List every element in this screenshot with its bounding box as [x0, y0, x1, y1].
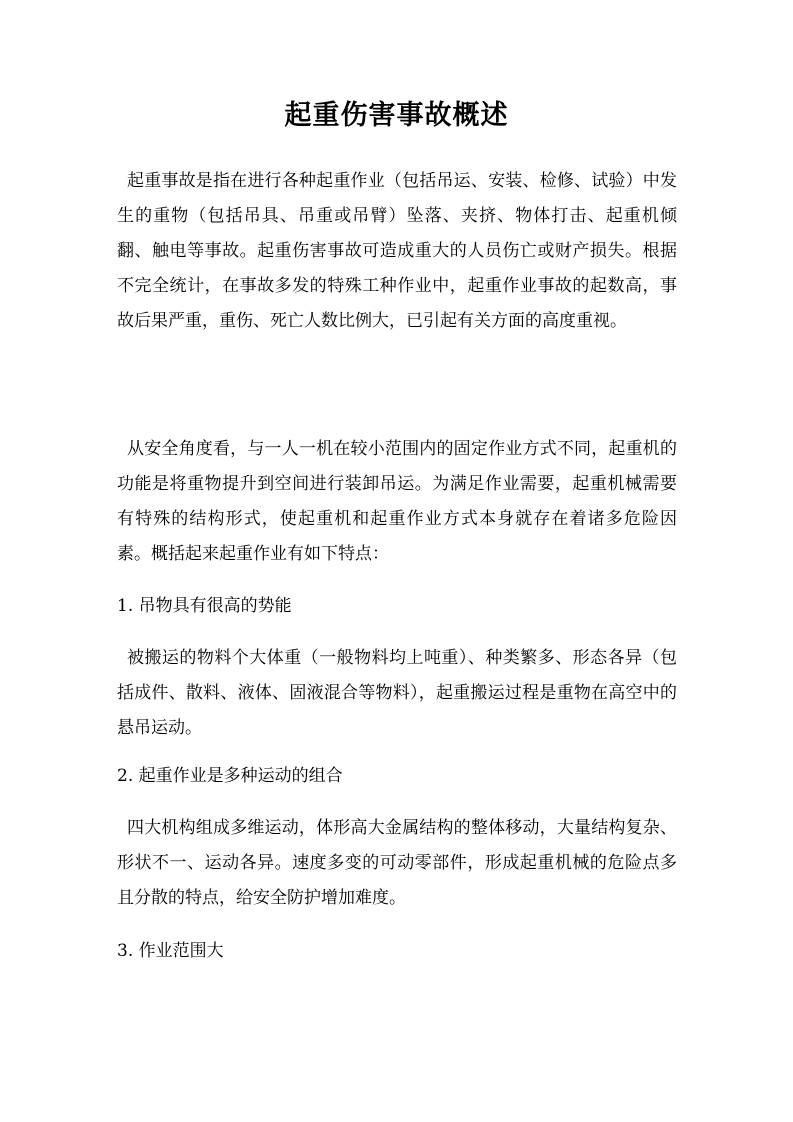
section-heading-2: 2. 起重作业是多种运动的组合: [117, 766, 343, 786]
document-title: 起重伤害事故概述: [284, 100, 509, 131]
features-paragraph: 从安全角度看，与一人一机在较小范围内的固定作业方式不同，起重机的功能是将重物提升到空间进行装卸吊运。为满足作业需要，起重机械需要有特殊的结构形式，使起重机和起重作业方式本身就存在着诸多危险因素。概括起来起重作业有如下特点：: [117, 439, 677, 564]
intro-paragraph: 起重事故是指在进行各种起重作业（包括吊运、安装、检修、试验）中发生的重物（包括吊具、吊重或吊臂）坠落、夹挤、物体打击、起重机倾翻、触电等事故。起重伤害事故可造成重大的人员伤亡或财产损失。根据不完全统计，在事故多发的特殊工种作业中，起重作业事故的起数高，事故后果严重，重伤、死亡人数比例大，已引起有关方面的高度重视。: [117, 171, 677, 331]
section-heading-3: 3. 作业范围大: [117, 941, 224, 961]
section-body-1: 被搬运的物料个大体重（一般物料均上吨重）、种类繁多、形态各异（包括成件、散料、液体、固液混合等物料），起重搬运过程是重物在高空中的悬吊运动。: [117, 648, 677, 738]
section-body-2: 四大机构组成多维运动，体形高大金属结构的整体移动，大量结构复杂、形状不一、运动各异。速度多变的可动零部件，形成起重机械的危险点多且分散的特点，给安全防护增加难度。: [117, 818, 677, 908]
section-heading-1: 1. 吊物具有很高的势能: [117, 596, 292, 616]
